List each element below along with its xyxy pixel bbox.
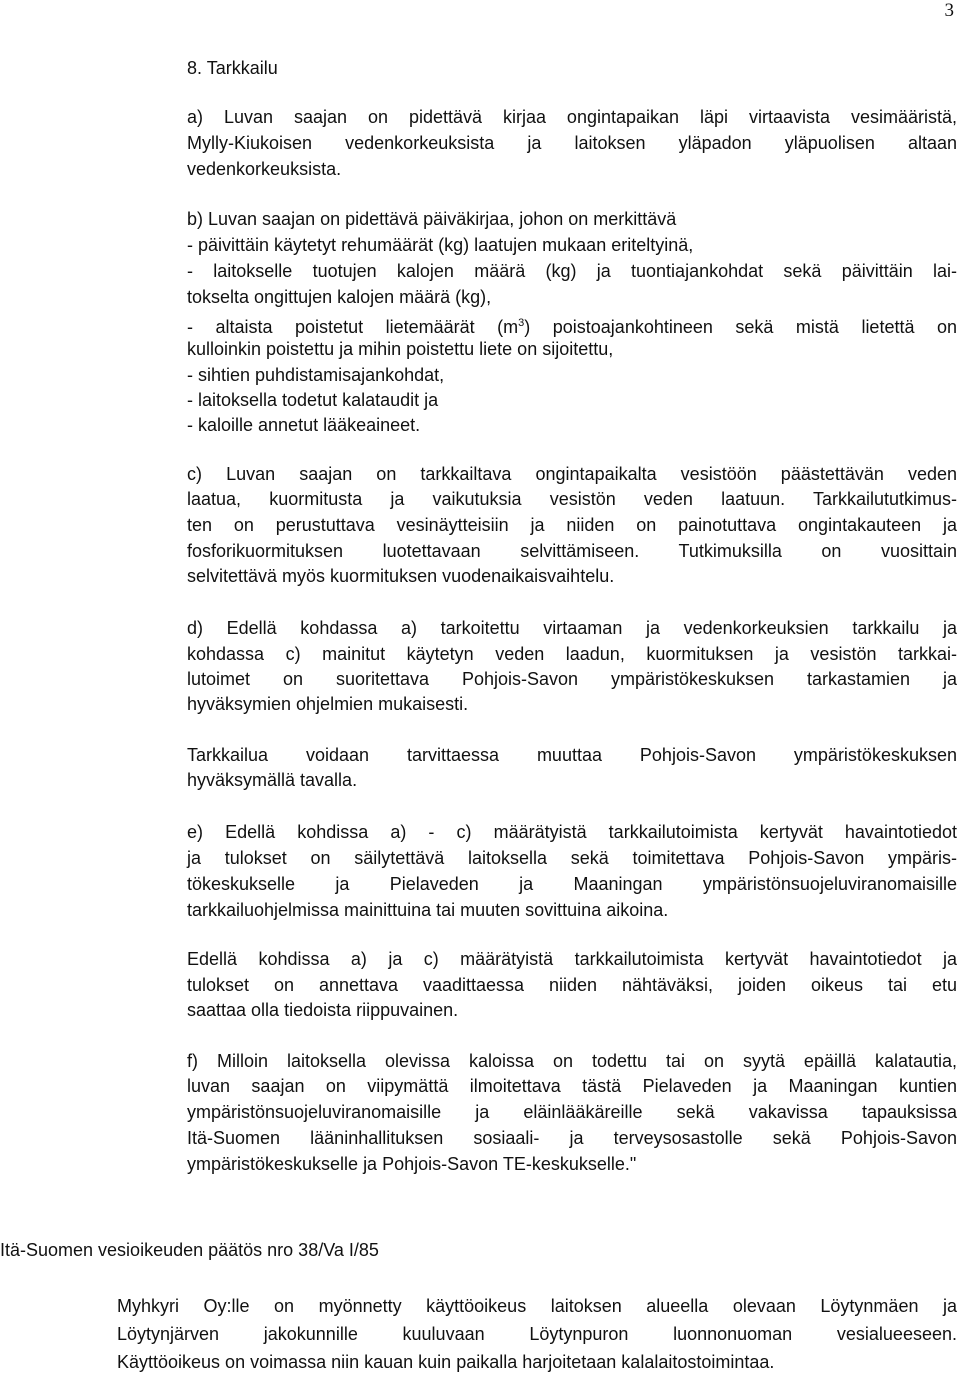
decision-line: Käyttöoikeus on voimassa niin kauan kuin paikalla harjoitetaan kalalaitostoimintaa. (117, 1352, 775, 1372)
section-heading: 8. Tarkkailu (187, 58, 278, 78)
paragraph-line: c) Luvan saajan on tarkkailtava ongintapaikalta vesistöön päästettävän veden (187, 464, 957, 484)
paragraph-line: e) Edellä kohdissa a) - c) määrätyistä tarkkailutoimista kertyvät havaintotiedot (187, 822, 957, 842)
paragraph-line: saattaa olla tiedoista riippuvainen. (187, 1000, 459, 1020)
paragraph-line: b) Luvan saajan on pidettävä päiväkirjaa, johon on merkittävä (187, 209, 677, 229)
decision-line: Myhkyri Oy:lle on myönnetty käyttöoikeus laitoksen alueella olevaan Löytynmäen ja (117, 1296, 957, 1316)
paragraph-line: tulokset on annettava vaadittaessa niiden nähtäväksi, joiden oikeus tai etu (187, 975, 957, 995)
paragraph-line: a) Luvan saajan on pidettävä kirjaa ongintapaikan läpi virtaavista vesimääristä, (187, 107, 957, 127)
paragraph-line: - kaloille annetut lääkeaineet. (187, 415, 421, 435)
decision-title: Itä-Suomen vesioikeuden päätös nro 38/Va I/85 (0, 1240, 379, 1260)
paragraph-line: kohdassa c) mainitut käytetyn veden laadun, kuormituksen ja vesistön tarkkai- (187, 644, 957, 664)
paragraph-line: ja tulokset on säilytettävä laitoksella sekä toimitettava Pohjois-Savon ympäris- (187, 848, 957, 868)
paragraph-line: tökeskukselle ja Pielaveden ja Maaningan ympäristönsuojeluviranomaisille (187, 874, 957, 894)
paragraph-line: tarkkailuohjelmissa mainittuina tai muuten sovittuina aikoina. (187, 900, 669, 920)
paragraph-line: kulloinkin poistettu ja mihin poistettu liete on sijoitettu, (187, 339, 614, 359)
paragraph-line: Tarkkailua voidaan tarvittaessa muuttaa Pohjois-Savon ympäristökeskuksen (187, 745, 957, 765)
paragraph-line: ten on perustuttava vesinäytteisiin ja niiden on painotuttava ongintakauteen ja (187, 515, 957, 535)
paragraph-line: hyväksymien ohjelmien mukaisesti. (187, 694, 469, 714)
decision-line: Löytynjärven jakokunnille kuuluvaan Löytynpuron luonnonuoman vesialueeseen. (117, 1324, 957, 1344)
paragraph-line: lutoimet on suoritettava Pohjois-Savon ympäristökeskuksen tarkastamien ja (187, 669, 957, 689)
paragraph-line: luvan saajan on viipymättä ilmoitettava tästä Pielaveden ja Maaningan kuntien (187, 1076, 957, 1096)
paragraph-line: vedenkorkeuksista. (187, 159, 342, 179)
page-number: 3 (944, 0, 954, 21)
sludge-text-post: ) poistoajankohtineen sekä mistä lietettä on (524, 317, 957, 337)
paragraph-line: - päivittäin käytetyt rehumäärät (kg) laatujen mukaan eriteltyinä, (187, 235, 694, 255)
paragraph-line: hyväksymällä tavalla. (187, 770, 358, 790)
paragraph-line: Edellä kohdissa a) ja c) määrätyistä tarkkailutoimista kertyvät havaintotiedot ja (187, 949, 957, 969)
paragraph-line: tokselta ongittujen kalojen määrä (kg), (187, 287, 492, 307)
paragraph-line: - laitoksella todetut kalataudit ja (187, 390, 439, 410)
sludge-text-pre: - altaista poistetut lietemäärät (m (187, 317, 519, 337)
paragraph-line: ympäristönsuojeluviranomaisille ja eläinlääkäreille sekä vakavissa tapauksissa (187, 1102, 957, 1122)
paragraph-line: d) Edellä kohdassa a) tarkoitettu virtaaman ja vedenkorkeuksien tarkkailu ja (187, 618, 957, 638)
paragraph-line: Mylly-Kiukoisen vedenkorkeuksista ja laitoksen yläpadon yläpuolisen altaan (187, 133, 957, 153)
paragraph-line: Itä-Suomen lääninhallituksen sosiaali- ja terveysosastolle sekä Pohjois-Savon (187, 1128, 957, 1148)
paragraph-line: - sihtien puhdistamisajankohdat, (187, 365, 445, 385)
paragraph-line: selvitettävä myös kuormituksen vuodenaikaisvaihtelu. (187, 566, 615, 586)
paragraph-line: laatua, kuormitusta ja vaikutuksia vesistön veden laatuun. Tarkkailututkimus- (187, 489, 957, 509)
cubic-superscript: 3 (518, 317, 525, 329)
paragraph-line: - laitokselle tuotujen kalojen määrä (kg) ja tuontiajankohdat sekä päivittäin lai- (187, 261, 957, 281)
paragraph-line: fosforikuormituksen luotettavaan selvittämiseen. Tutkimuksilla on vuosittain (187, 541, 957, 561)
paragraph-line: ympäristökeskukselle ja Pohjois-Savon TE-keskukselle." (187, 1154, 637, 1174)
paragraph-line: f) Milloin laitoksella olevissa kaloissa on todettu tai on syytä epäillä kalatautia, (187, 1051, 957, 1071)
